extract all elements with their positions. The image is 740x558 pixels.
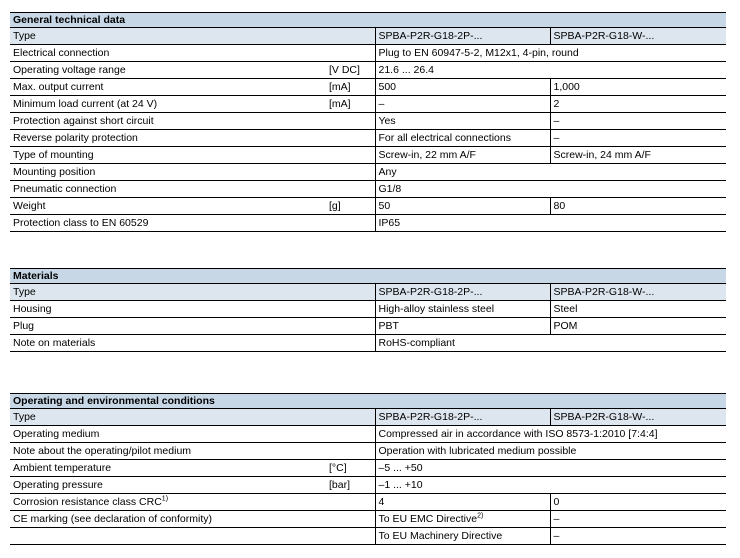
value-a-text: 50 — [378, 200, 391, 212]
row-unit: [bar] — [327, 477, 375, 494]
row-label — [10, 494, 327, 511]
model-column-b: SPBA-P2R-G18-W-... — [550, 28, 726, 45]
value-a — [375, 147, 550, 164]
row-label-text: Operating pressure — [13, 479, 103, 491]
row-unit: [g] — [327, 198, 375, 215]
row-label — [10, 528, 327, 545]
row-label-text: Note on materials — [13, 337, 96, 349]
row-unit — [327, 494, 375, 511]
value-a — [375, 477, 726, 494]
value-a — [375, 301, 550, 318]
type-header-row — [10, 409, 726, 426]
row-label-text: Operating medium — [13, 428, 100, 440]
type-label: Type — [10, 409, 375, 426]
row-label — [10, 215, 327, 232]
operating-conditions-table — [10, 393, 726, 545]
value-b: 0 — [550, 494, 726, 511]
table-row — [10, 45, 726, 62]
spec-table — [10, 393, 726, 545]
table-row — [10, 511, 726, 528]
section-title: General technical data — [10, 13, 726, 28]
value-a-text: G1/8 — [378, 183, 402, 195]
table-row — [10, 198, 726, 215]
value-a-text: 21.6 ... 26.4 — [378, 64, 434, 76]
value-a — [375, 528, 550, 545]
table-row — [10, 301, 726, 318]
row-unit — [327, 130, 375, 147]
value-b: – — [550, 511, 726, 528]
value-a — [375, 494, 550, 511]
row-label-text: Reverse polarity protection — [13, 132, 138, 144]
table-row — [10, 494, 726, 511]
row-label-text: Corrosion resistance class CRC — [13, 496, 162, 508]
value-a-text: To EU Machinery Directive — [378, 530, 503, 542]
row-label-text: Mounting position — [13, 166, 96, 178]
spec-table — [10, 268, 726, 352]
table-row — [10, 79, 726, 96]
row-unit — [327, 335, 375, 352]
row-label-text: Weight — [13, 200, 46, 212]
type-label: Type — [10, 284, 375, 301]
value-a — [375, 335, 726, 352]
row-unit — [327, 113, 375, 130]
table-row — [10, 147, 726, 164]
row-label — [10, 198, 327, 215]
table-row — [10, 181, 726, 198]
table-row — [10, 318, 726, 335]
table-row — [10, 130, 726, 147]
value-a-text: Plug to EN 60947-5-2, M12x1, 4-pin, round — [378, 47, 579, 59]
value-a-text: – — [378, 98, 385, 110]
row-label — [10, 62, 327, 79]
model-column-b: SPBA-P2R-G18-W-... — [550, 409, 726, 426]
value-b: Screw-in, 24 mm A/F — [550, 147, 726, 164]
value-a-text: Screw-in, 22 mm A/F — [378, 149, 476, 161]
row-label — [10, 301, 327, 318]
value-a — [375, 215, 726, 232]
row-label — [10, 426, 327, 443]
row-label-text: CE marking (see declaration of conformity) — [13, 513, 212, 525]
row-label — [10, 96, 327, 113]
section-title: Materials — [10, 269, 726, 284]
type-label: Type — [10, 28, 375, 45]
type-header-row — [10, 28, 726, 45]
row-label-text: Note about the operating/pilot medium — [13, 445, 192, 457]
value-a-text: 4 — [378, 496, 385, 508]
row-unit: [mA] — [327, 96, 375, 113]
row-label — [10, 511, 327, 528]
value-a-text: IP65 — [378, 217, 401, 229]
table-row — [10, 215, 726, 232]
value-a — [375, 198, 550, 215]
value-a-text: Any — [378, 166, 397, 178]
row-label-text: Pneumatic connection — [13, 183, 117, 195]
value-b: 1,000 — [550, 79, 726, 96]
row-label-text: Housing — [13, 303, 52, 315]
value-a — [375, 426, 726, 443]
row-label-text: Max. output current — [13, 81, 104, 93]
row-unit — [327, 318, 375, 335]
materials-table — [10, 268, 726, 352]
value-a-text: For all electrical connections — [378, 132, 511, 144]
table-row — [10, 426, 726, 443]
row-label-text: Minimum load current (at 24 V) — [13, 98, 158, 110]
value-a-text: PBT — [378, 320, 399, 332]
row-label — [10, 130, 327, 147]
value-a — [375, 181, 726, 198]
table-row — [10, 335, 726, 352]
value-b: – — [550, 528, 726, 545]
section-title-row — [10, 394, 726, 409]
model-column-b: SPBA-P2R-G18-W-... — [550, 284, 726, 301]
row-label-text: Electrical connection — [13, 47, 110, 59]
row-label-text: Plug — [13, 320, 35, 332]
row-label-text: Protection against short circuit — [13, 115, 154, 127]
value-a-text: Compressed air in accordance with ISO 8573-1:2010 [7:4:4] — [378, 428, 658, 440]
row-unit — [327, 426, 375, 443]
row-unit — [327, 181, 375, 198]
row-label — [10, 443, 327, 460]
value-a — [375, 79, 550, 96]
value-a — [375, 113, 550, 130]
value-b: 2 — [550, 96, 726, 113]
value-a — [375, 96, 550, 113]
row-unit — [327, 528, 375, 545]
row-label — [10, 477, 327, 494]
row-label-text: Type of mounting — [13, 149, 94, 161]
row-unit — [327, 511, 375, 528]
table-row — [10, 528, 726, 545]
value-a-text: RoHS-compliant — [378, 337, 455, 349]
value-a-text: High-alloy stainless steel — [378, 303, 495, 315]
value-a-text: –1 ... +10 — [378, 479, 423, 491]
row-label-text: Ambient temperature — [13, 462, 112, 474]
value-a-text: –5 ... +50 — [378, 462, 423, 474]
section-title-row — [10, 13, 726, 28]
value-a — [375, 318, 550, 335]
row-unit — [327, 164, 375, 181]
row-unit — [327, 301, 375, 318]
model-column-a: SPBA-P2R-G18-2P-... — [375, 284, 550, 301]
row-label — [10, 45, 327, 62]
value-a — [375, 511, 550, 528]
value-a — [375, 443, 726, 460]
row-unit — [327, 215, 375, 232]
footnote-ref: 2) — [477, 512, 484, 520]
row-label-text: Protection class to EN 60529 — [13, 217, 149, 229]
value-b: 80 — [550, 198, 726, 215]
value-a — [375, 164, 726, 181]
section-title: Operating and environmental conditions — [10, 394, 726, 409]
model-column-a: SPBA-P2R-G18-2P-... — [375, 28, 550, 45]
value-b: POM — [550, 318, 726, 335]
general-technical-data-table — [10, 12, 726, 232]
value-a — [375, 460, 726, 477]
row-unit: [°C] — [327, 460, 375, 477]
row-label-text: Operating voltage range — [13, 64, 126, 76]
table-row — [10, 113, 726, 130]
value-a-text: Yes — [378, 115, 396, 127]
row-label — [10, 181, 327, 198]
row-unit: [mA] — [327, 79, 375, 96]
row-unit — [327, 147, 375, 164]
value-a-text: Operation with lubricated medium possible — [378, 445, 577, 457]
row-label — [10, 147, 327, 164]
table-row — [10, 96, 726, 113]
table-row — [10, 477, 726, 494]
value-b: – — [550, 130, 726, 147]
row-label — [10, 460, 327, 477]
value-a-text: 500 — [378, 81, 397, 93]
type-header-row — [10, 284, 726, 301]
value-b: Steel — [550, 301, 726, 318]
value-a — [375, 45, 726, 62]
footnote-ref: 1) — [161, 495, 169, 503]
row-label — [10, 113, 327, 130]
table-row — [10, 62, 726, 79]
table-row — [10, 460, 726, 477]
table-row — [10, 443, 726, 460]
row-unit — [327, 443, 375, 460]
value-a — [375, 62, 726, 79]
value-a-text: To EU EMC Directive — [378, 513, 478, 525]
value-b: – — [550, 113, 726, 130]
section-title-row — [10, 269, 726, 284]
row-label — [10, 335, 327, 352]
spec-table — [10, 12, 726, 232]
row-unit — [327, 45, 375, 62]
model-column-a: SPBA-P2R-G18-2P-... — [375, 409, 550, 426]
table-row — [10, 164, 726, 181]
row-label — [10, 164, 327, 181]
row-label — [10, 79, 327, 96]
row-unit: [V DC] — [327, 62, 375, 79]
value-a — [375, 130, 550, 147]
row-label — [10, 318, 327, 335]
